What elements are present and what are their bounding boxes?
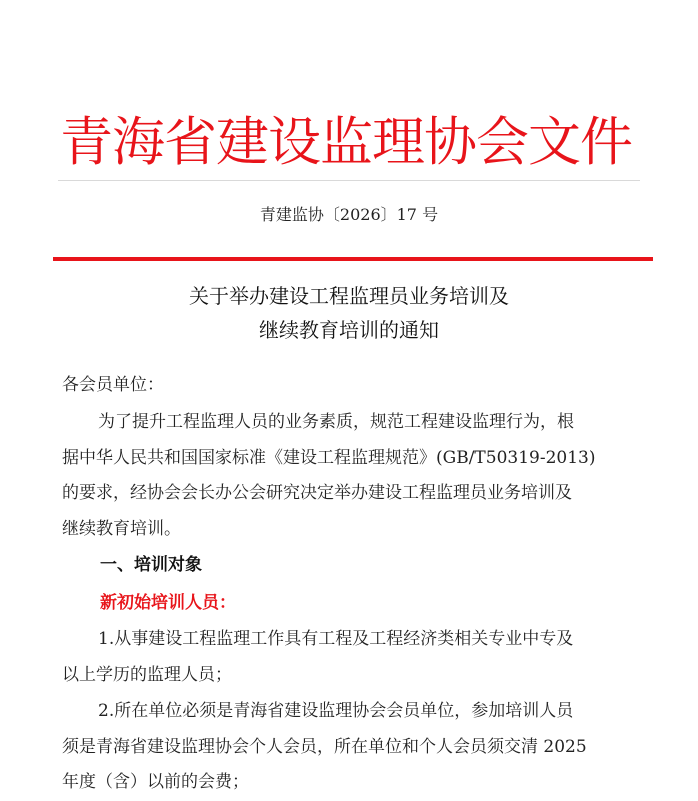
list-item-1 — [62, 622, 642, 693]
item1-line-1: 1.从事建设工程监理工作具有工程及工程经济类相关专业中专及 — [98, 629, 574, 649]
intro-line-1: 为了提升工程监理人员的业务素质，规范工程建设监理行为，根 — [98, 412, 574, 432]
subsection-heading-new-trainees: 新初始培训人员： — [100, 593, 236, 613]
salutation: 各会员单位： — [62, 375, 164, 395]
list-item-2 — [62, 694, 642, 801]
notice-title-line-1: 关于举办建设工程监理员业务培训及 — [189, 284, 509, 308]
item2-line-2: 须是青海省建设监理协会个人会员，所在单位和个人会员须交清 2025 — [62, 736, 587, 757]
intro-line-3: 的要求，经协会会长办公会研究决定举办建设工程监理员业务培训及 — [62, 483, 572, 503]
notice-title-line-2: 继续教育培训的通知 — [259, 318, 439, 342]
org-file-title: 青海省建设监理协会文件 — [60, 112, 632, 173]
notice-title — [0, 279, 698, 347]
item2-line-1: 2.所在单位必须是青海省建设监理协会会员单位，参加培训人员 — [98, 701, 574, 721]
intro-line-2: 据中华人民共和国国家标准《建设工程监理规范》(GB/T50319-2013) — [62, 447, 596, 468]
section-heading-training-targets: 一、培训对象 — [100, 555, 202, 575]
intro-line-4: 继续教育培训。 — [62, 518, 181, 539]
red-separator-line — [53, 257, 653, 261]
item1-line-2: 以上学历的监理人员； — [62, 664, 232, 685]
document-number: 青建监协〔2026〕17 号 — [259, 205, 439, 224]
title-divider — [58, 180, 640, 181]
intro-paragraph — [62, 405, 642, 547]
item2-line-3: 年度（含）以前的会费； — [62, 772, 249, 792]
